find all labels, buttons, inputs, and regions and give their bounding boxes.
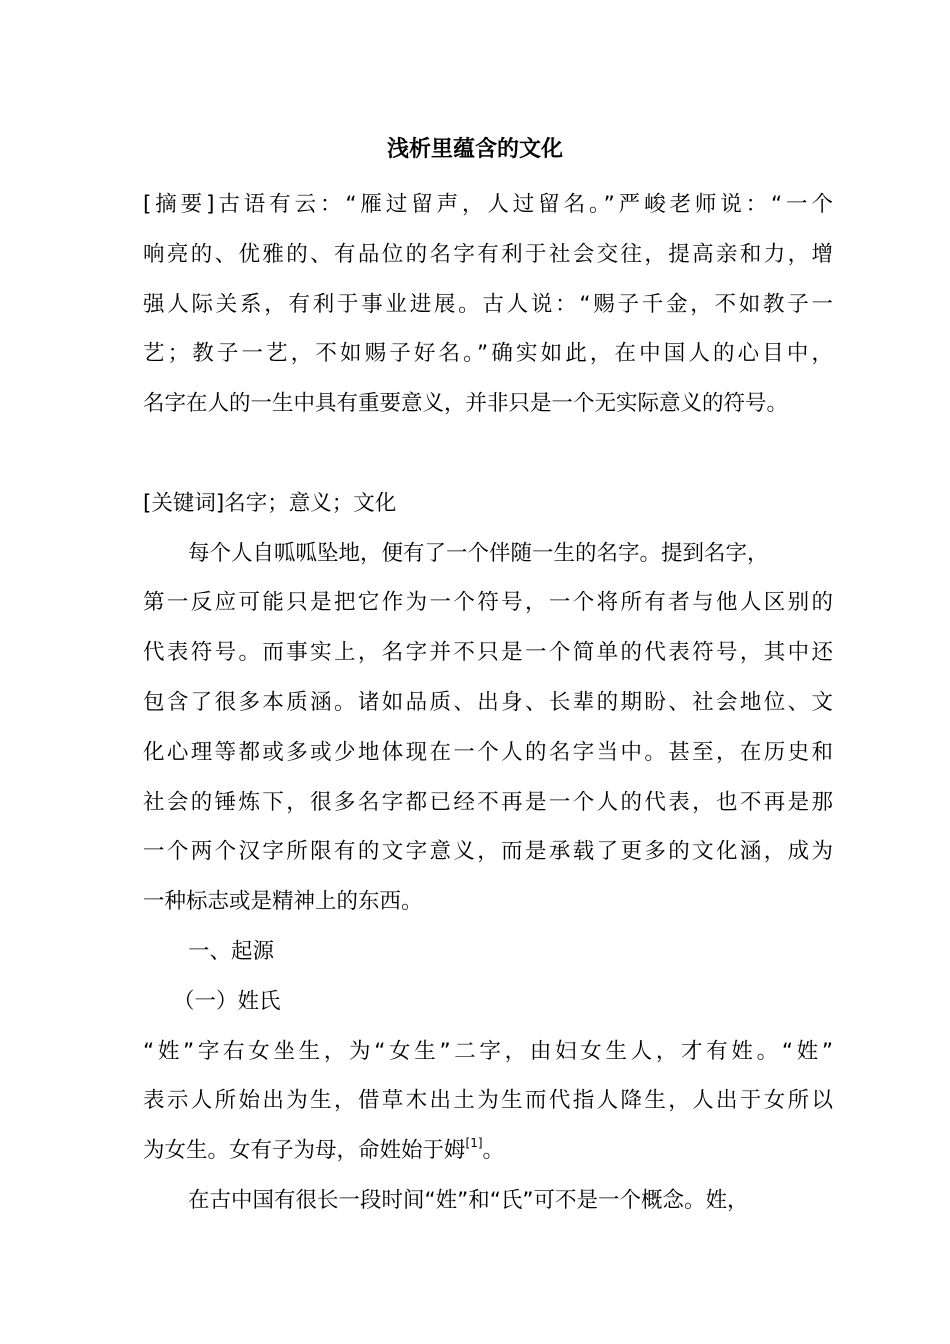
subsection-heading-surname: （一）姓氏 — [173, 988, 281, 1014]
paragraph-2-line-2: 表示人所始出为生，借草木出土为生而代指人降生，人出于女所以 — [143, 1088, 833, 1114]
paragraph-2-line-3-text: 为女生。女有子为母，命姓始于姆 — [143, 1138, 466, 1164]
citation-marker: [1] — [465, 1135, 483, 1150]
paragraph-1-line-8: 一种标志或是精神上的东西。 — [143, 889, 423, 915]
paragraph-1-line-7: 一个两个汉字所限有的文字意义，而是承载了更多的文化涵，成为 — [143, 839, 833, 865]
blank-line — [143, 429, 833, 479]
paragraph-1-line-3: 代表符号。而事实上，名字并不只是一个简单的代表符号，其中还 — [143, 640, 833, 666]
abstract-line-1: [摘要]古语有云：“雁过留声，人过留名。”严峻老师说：“一个 — [143, 192, 833, 217]
paragraph-2-line-3 — [143, 1126, 833, 1176]
paragraph-2-line-3-end: 。 — [482, 1138, 505, 1164]
paragraph-2-line-1: “姓”字右女坐生，为“女生”二字，由妇女生人，才有姓。“姓” — [143, 1038, 833, 1064]
abstract-line-5: 名字在人的一生中具有重要意义，并非只是一个无实际意义的符号。 — [143, 391, 789, 417]
keywords-line: [关键词]名字；意义；文化 — [143, 490, 397, 516]
paragraph-1-line-5: 化心理等都或多或少地体现在一个人的名字当中。甚至，在历史和 — [143, 739, 833, 765]
abstract-line-2: 响亮的、优雅的、有品位的名字有利于社会交往，提高亲和力，增 — [143, 241, 833, 267]
paragraph-3-line-1: 在古中国有很长一段时间“姓”和“氏”可不是一个概念。姓， — [188, 1187, 749, 1213]
document-body — [143, 180, 833, 1226]
abstract-line-3: 强人际关系，有利于事业进展。古人说：“赐子千金，不如教子一 — [143, 291, 833, 317]
paragraph-1-line-6: 社会的锤炼下，很多名字都已经不再是一个人的代表，也不再是那 — [143, 789, 833, 815]
paragraph-1-line-4: 包含了很多本质涵。诸如品质、出身、长辈的期盼、社会地位、文 — [143, 689, 833, 715]
document-title: 浅析里蕴含的文化 — [386, 137, 563, 162]
paragraph-1-line-1: 每个人自呱呱坠地，便有了一个伴随一生的名字。提到名字， — [188, 540, 769, 566]
paragraph-1-line-2: 第一反应可能只是把它作为一个符号，一个将所有者与他人区别的 — [143, 590, 833, 616]
abstract-line-4: 艺；教子一艺，不如赐子好名。”确实如此，在中国人的心目中， — [143, 341, 833, 367]
section-heading-origin: 一、起源 — [188, 938, 275, 964]
